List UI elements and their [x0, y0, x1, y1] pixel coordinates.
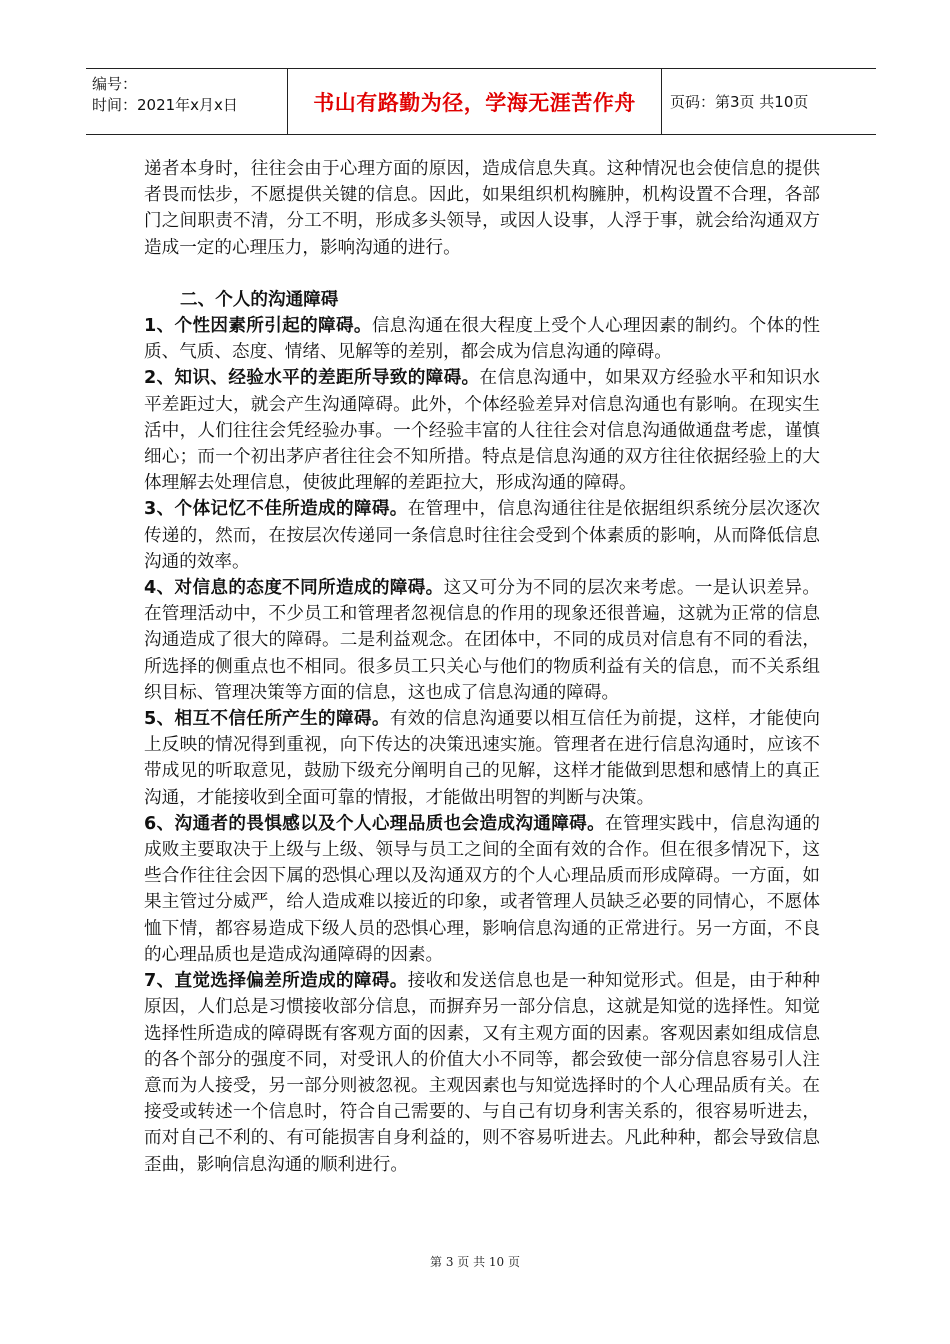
header-bottom-rule [86, 134, 876, 135]
item-text-1: 信息沟通在很大程度上受个人心理因素的制约。个体的性质、气质、态度、情绪、见解等的差别，都会成为信息沟通的障碍。 [144, 316, 820, 363]
item-heading-6: 6、沟通者的畏惧感以及个人心理品质也会造成沟通障碍。 [144, 813, 606, 834]
header-motto: 书山有路勤为径，学海无涯苦作舟 [313, 90, 636, 115]
item-heading-5: 5、相互不信任所产生的障碍。 [144, 709, 390, 730]
item-heading-7: 7、直觉选择偏差所造成的障碍。 [144, 971, 408, 992]
intro-paragraph: 递者本身时，往往会由于心理方面的原因，造成信息失真。这种情况也会使信息的提供者畏而怯步，不愿提供关键的信息。因此，如果组织机构臃肿，机构设置不合理，各部门之间职责不清，分工不明，形成多头领导，或因人设事，人浮于事，就会给沟通双方造成一定的心理压力，影响沟通的进行。 [144, 159, 820, 258]
page-footer: 第 3 页 共 10 页 [430, 1255, 520, 1269]
item-paragraph-5 [144, 706, 820, 811]
document-body [144, 156, 820, 1178]
time-label: 时间：2021年x月x日 [92, 96, 238, 114]
item-text-4: 这又可分为不同的层次来考虑。一是认识差异。在管理活动中，不少员工和管理者忽视信息的作用的现象还很普遍，这就为正常的信息沟通造成了很大的障碍。二是利益观念。在团体中，不同的成员对信息有不同的看法，所选择的侧重点也不相同。很多员工只关心与他们的物质利益有关的信息，而不关系组织目标、管理决策等方面的信息，这也成了信息沟通的障碍。 [144, 578, 820, 703]
item-paragraph-2 [144, 365, 820, 496]
item-paragraph-7 [144, 968, 820, 1178]
item-text-5: 有效的信息沟通要以相互信任为前提，这样，才能使向上反映的情况得到重视，向下传达的决策迅速实施。管理者在进行信息沟通时，应该不带成见的听取意见，鼓励下级充分阐明自己的见解，这样才能做到思想和感情上的真正沟通，才能接收到全面可靠的情报，才能做出明智的判断与决策。 [144, 709, 820, 808]
item-text-3: 在管理中，信息沟通往往是依据组织系统分层次逐次传递的，然而，在按层次传递同一条信息时往往会受到个体素质的影响，从而降低信息沟通的效率。 [144, 499, 820, 572]
item-heading-3: 3、个体记忆不佳所造成的障碍。 [144, 499, 408, 520]
item-paragraph-3 [144, 496, 820, 575]
header-meta [92, 74, 292, 116]
serial-label: 编号： [92, 75, 138, 93]
item-text-2: 在信息沟通中，如果双方经验水平和知识水平差距过大，就会产生沟通障碍。此外，个体经验差异对信息沟通也有影响。在现实生活中，人们往往会凭经验办事。一个经验丰富的人往往会对信息沟通做通盘考虑，谨慎细心；而一个初出茅庐者往往会不知所措。特点是信息沟通的双方往往依据经验上的大体理解去处理信息，使彼此理解的差距拉大，形成沟通的障碍。 [144, 368, 820, 494]
header-page-info: 页码：第3页 共10页 [670, 93, 809, 111]
item-heading-2: 2、知识、经验水平的差距所导致的障碍。 [144, 368, 480, 389]
item-text-6: 在管理实践中，信息沟通的成败主要取决于上级与上级、领导与员工之间的全面有效的合作。但在很多情况下，这些合作往往会因下属的恐惧心理以及沟通双方的个人心理品质而形成障碍。一方面，如果主管过分威严，给人造成难以接近的印象，或者管理人员缺乏必要的同情心，不愿体恤下情，都容易造成下级人员的恐惧心理，影响信息沟通的正常进行。另一方面，不良的心理品质也是造成沟通障碍的因素。 [144, 813, 820, 965]
item-heading-4: 4、对信息的态度不同所造成的障碍。 [144, 578, 444, 599]
item-paragraph-6 [144, 811, 820, 968]
item-paragraph-1 [144, 313, 820, 365]
item-heading-1: 1、个性因素所引起的障碍。 [144, 316, 372, 337]
item-paragraph-4 [144, 575, 820, 706]
paragraph-gap [144, 261, 820, 287]
item-text-7: 接收和发送信息也是一种知觉形式。但是，由于种种原因，人们总是习惯接收部分信息，而摒弃另一部分信息，这就是知觉的选择性。知觉选择性所造成的障碍既有客观方面的因素，又有主观方面的因素。客观因素如组成信息的各个部分的强度不同，对受讯人的价值大小不同等，都会致使一部分信息容易引人注意而为人接受，另一部分则被忽视。主观因素也与知觉选择时的个人心理品质有关。在接受或转述一个信息时，符合自己需要的、与自己有切身利害关系的，很容易听进去，而对自己不利的、有可能损害自身利益的，则不容易听进去。凡此种种，都会导致信息歪曲，影响信息沟通的顺利进行。 [144, 971, 820, 1175]
section-title: 二、个人的沟通障碍 [180, 289, 339, 310]
